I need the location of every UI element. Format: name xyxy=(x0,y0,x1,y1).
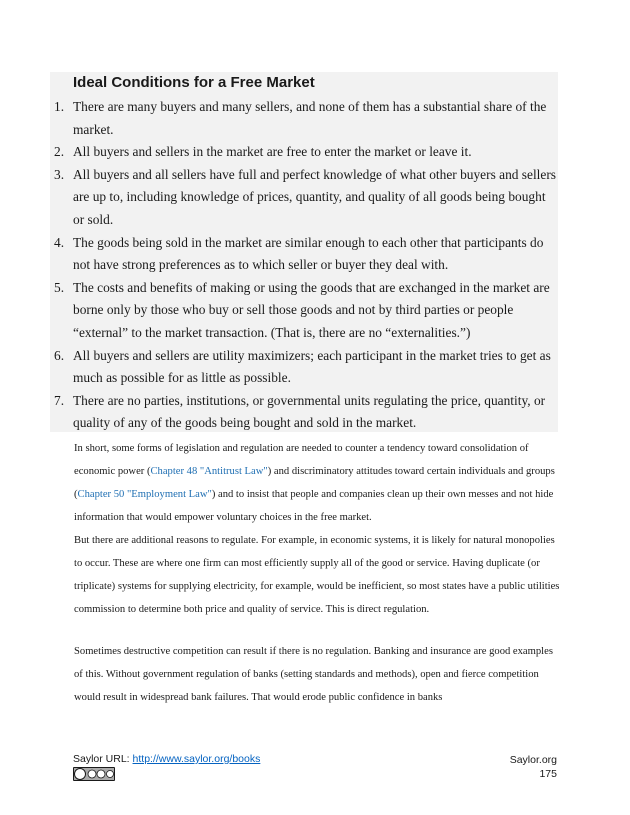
list-item xyxy=(40,277,560,345)
body-paragraph-2: But there are additional reasons to regulate. For example, in economic systems, it is likely for natural monopolies to occur. These are where one firm can most efficiently supply all of the good or service. Having duplicate (or triplicate) systems for supplying electricity, for example, would be inefficient, so most states have a public utilities commission to determine both price and quality of service. This is direct regulation. xyxy=(74,535,560,615)
list-number: 1. xyxy=(54,99,65,114)
list-text: There are no parties, institutions, or governmental units regulating the price, quantity, or quality of any of the goods being bought and sold in the market. xyxy=(73,392,546,431)
list-text: All buyers and all sellers have full and perfect knowledge of what other buyers and sellers are up to, including knowledge of prices, quantity, and quality of all goods being bought or sold. xyxy=(73,166,557,227)
list-item xyxy=(40,232,560,277)
list-number: 5. xyxy=(54,279,65,295)
body-paragraph-1: In short, some forms of legislation and regulation are needed to counter a tendency toward consolidation of economic power (Chapter 48 "Antitrust Law") and discriminatory attitudes toward certain individuals and groups (Chapter 50 "Employment Law") and to insist that people and companies clean up their own messes and not hide information that would empower voluntary choices in the free market. xyxy=(74,443,555,523)
list-item xyxy=(40,345,560,390)
list-text: The costs and benefits of making or using the goods that are exchanged in the market are borne only by those who buy or sell those goods and not by third parties or people “external” to the market transaction. (That is, there are no “externalities.”) xyxy=(73,279,550,340)
footer-site-page xyxy=(510,753,557,781)
box-title: Ideal Conditions for a Free Market xyxy=(73,74,315,91)
list-item xyxy=(40,96,560,141)
chapter-50-link[interactable]: Chapter 50 "Employment Law" xyxy=(77,489,212,500)
list-item xyxy=(40,141,560,164)
list-item xyxy=(40,390,560,435)
list-text: All buyers and sellers in the market are free to enter the market or leave it. xyxy=(73,144,472,160)
creative-commons-license-icon xyxy=(73,767,115,781)
page-number: 175 xyxy=(539,768,557,780)
list-number: 3. xyxy=(54,166,65,182)
chapter-48-link[interactable]: Chapter 48 "Antitrust Law" xyxy=(150,466,268,477)
list-number: 4. xyxy=(54,234,65,250)
list-number: 6. xyxy=(54,347,65,363)
list-text: There are many buyers and many sellers, and none of them has a substantial share of the market. xyxy=(73,99,547,137)
list-text: The goods being sold in the market are similar enough to each other that participants do not have strong preferences as to which seller or buyer they deal with. xyxy=(73,234,544,273)
conditions-list xyxy=(40,96,560,435)
footer-source: Saylor URL: http://www.saylor.org/books xyxy=(73,753,261,765)
body-paragraph-3: Sometimes destructive competition can result if there is no regulation. Banking and insurance are good examples of this. Without government regulation of banks (setting standards and methods), open and fierce competition would result in widespread bank failures. That would erode public confidence in banks xyxy=(74,646,553,703)
list-number: 7. xyxy=(54,392,65,408)
list-item xyxy=(40,164,560,232)
site-name: Saylor.org xyxy=(509,754,557,766)
list-number: 2. xyxy=(54,144,65,160)
list-text: All buyers and sellers are utility maximizers; each participant in the market tries to get as much as possible for as little as possible. xyxy=(73,347,551,386)
saylor-url-link[interactable]: http://www.saylor.org/books xyxy=(132,753,261,765)
